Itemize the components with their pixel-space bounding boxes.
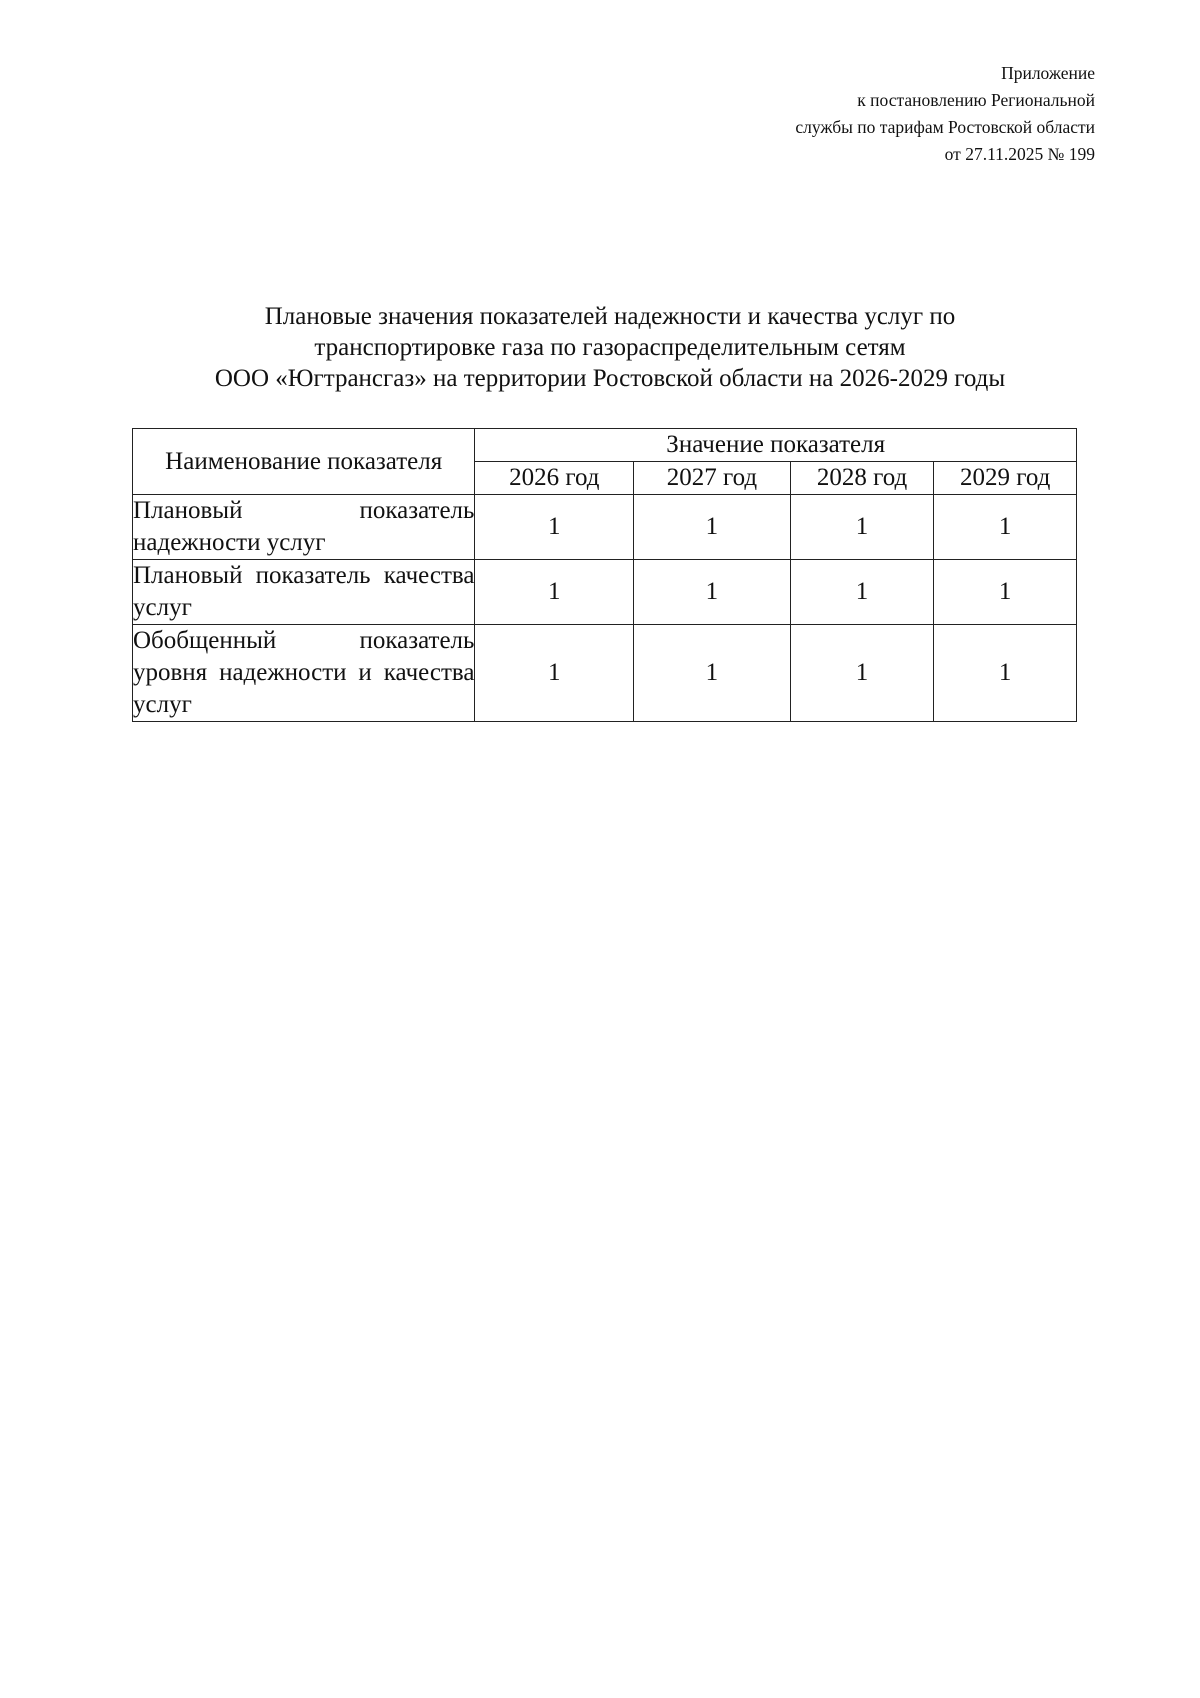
table-row [133, 560, 1077, 625]
appendix-header [615, 60, 1095, 168]
indicator-name-line: уровня надежности и [133, 659, 372, 686]
value-cell: 1 [634, 560, 791, 625]
indicator-name-line: Плановый показатель [133, 562, 371, 589]
value-cell: 1 [634, 625, 791, 722]
indicator-name-line: качества услуг [133, 562, 475, 621]
value-cell: 1 [475, 495, 634, 560]
appendix-label: Приложение [1001, 63, 1095, 83]
table-header-row [133, 429, 1077, 462]
indicators-table [132, 428, 1077, 722]
value-cell: 1 [934, 495, 1077, 560]
value-cell: 1 [790, 625, 934, 722]
document-title [130, 301, 1090, 394]
indicator-name-line: Плановый показатель [133, 497, 475, 524]
title-line: ООО «Югтрансгаз» на территории Ростовской области на 2026-2029 годы [214, 365, 1006, 392]
resolution-reference: к постановлению Региональной [857, 90, 1095, 110]
indicator-name-generalized [133, 625, 475, 722]
title-line: Плановые значения показателей надежности и качества услуг по [264, 303, 956, 330]
year-header-2027: 2027 год [634, 462, 791, 495]
value-cell: 1 [934, 625, 1077, 722]
indicator-name-header: Наименование показателя [133, 429, 475, 495]
indicator-name-reliability [133, 495, 475, 560]
value-cell: 1 [790, 495, 934, 560]
value-cell: 1 [934, 560, 1077, 625]
value-cell: 1 [475, 625, 634, 722]
resolution-date-number: от 27.11.2025 № 199 [944, 144, 1095, 164]
table-row [133, 625, 1077, 722]
indicator-name-line: надежности услуг [133, 529, 326, 556]
indicator-value-header: Значение показателя [475, 429, 1077, 462]
value-cell: 1 [790, 560, 934, 625]
year-header-2029: 2029 год [934, 462, 1077, 495]
indicator-name-quality [133, 560, 475, 625]
table-row [133, 495, 1077, 560]
value-cell: 1 [634, 495, 791, 560]
issuing-authority: службы по тарифам Ростовской области [795, 117, 1095, 137]
indicator-name-line: качества услуг [133, 659, 475, 718]
value-cell: 1 [475, 560, 634, 625]
indicator-name-line: Обобщенный показатель [133, 627, 475, 654]
title-line: транспортировке газа по газораспределительным сетям [314, 334, 906, 361]
year-header-2028: 2028 год [790, 462, 934, 495]
year-header-2026: 2026 год [475, 462, 634, 495]
